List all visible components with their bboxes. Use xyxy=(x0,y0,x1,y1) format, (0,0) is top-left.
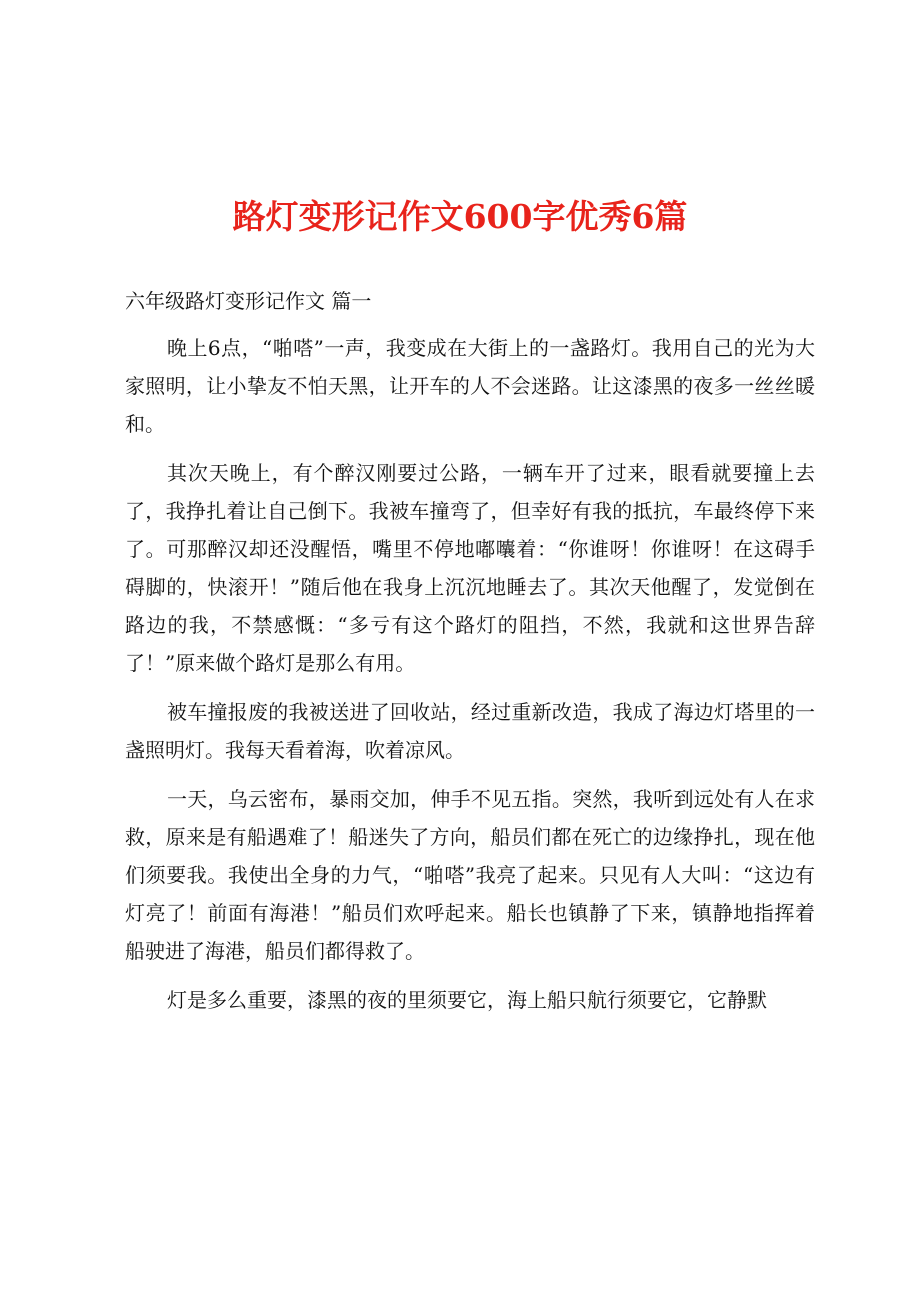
paragraph-1: 晚上6点，“啪嗒”一声，我变成在大街上的一盏路灯。我用自己的光为大家照明，让小挚友不怕天黑，让开车的人不会迷路。让这漆黑的夜多一丝丝暖和。 xyxy=(125,336,815,436)
document-body xyxy=(125,282,815,1019)
paragraph-5: 灯是多么重要，漆黑的夜的里须要它，海上船只航行须要它，它静默 xyxy=(167,988,767,1012)
section-heading: 六年级路灯变形记作文 篇一 xyxy=(125,289,372,313)
paragraph-2: 其次天晚上，有个醉汉刚要过公路，一辆车开了过来，眼看就要撞上去了，我挣扎着让自己倒下。我被车撞弯了，但幸好有我的抵抗，车最终停下来了。可那醉汉却还没醒悟，嘴里不停地嘟囔着：“你谁呀！你谁呀！在这碍手碍脚的，快滚开！”随后他在我身上沉沉地睡去了。其次天他醒了，发觉倒在路边的我，不禁感慨：“多亏有这个路灯的阻挡，不然，我就和这世界告辞了！”原来做个路灯是那么有用。 xyxy=(125,461,815,675)
paragraph-4: 一天，乌云密布，暴雨交加，伸手不见五指。突然，我听到远处有人在求救，原来是有船遇难了！船迷失了方向，船员们都在死亡的边缘挣扎，现在他们须要我。我使出全身的力气，“啪嗒”我亮了起来。只见有人大叫：“这边有灯亮了！前面有海港！”船员们欢呼起来。船长也镇静了下来，镇静地指挥着船驶进了海港，船员们都得救了。 xyxy=(125,787,815,963)
document-title: 路灯变形记作文600字优秀6篇 xyxy=(232,197,688,236)
paragraph-3: 被车撞报废的我被送进了回收站，经过重新改造，我成了海边灯塔里的一盏照明灯。我每天看着海，吹着凉风。 xyxy=(125,700,815,762)
